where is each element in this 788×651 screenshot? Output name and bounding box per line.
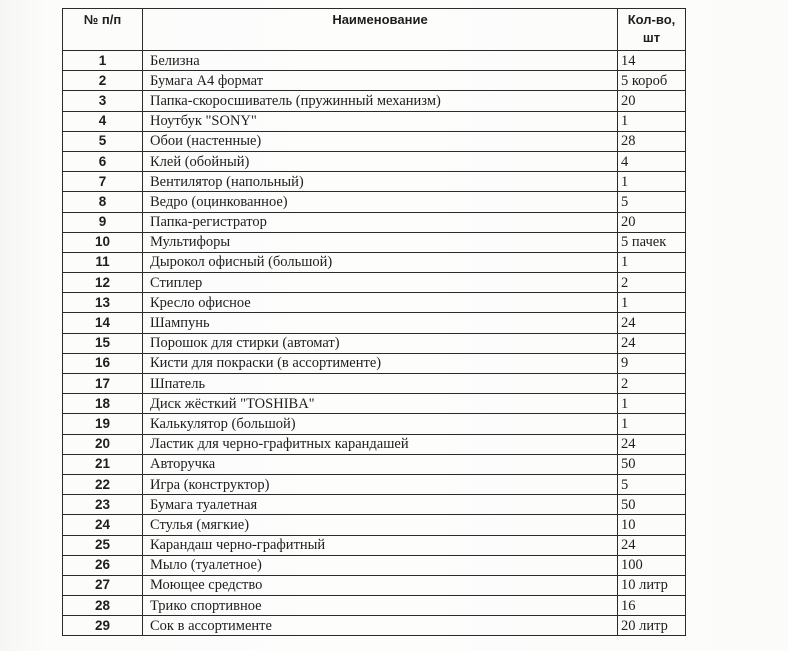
row-number: 7 [63,172,143,192]
row-number: 18 [63,394,143,414]
row-number: 29 [63,616,143,636]
item-name: Бумага А4 формат [143,71,618,91]
table-row [63,212,686,232]
row-number: 15 [63,333,143,353]
item-quantity: 1 [618,172,686,192]
item-name: Трико спортивное [143,596,618,616]
row-number: 12 [63,273,143,293]
row-number: 19 [63,414,143,434]
item-quantity: 10 [618,515,686,535]
row-number: 20 [63,434,143,454]
table-row [63,495,686,515]
row-number: 13 [63,293,143,313]
item-name: Папка-регистратор [143,212,618,232]
item-name: Сок в ассортименте [143,616,618,636]
item-name: Мультифоры [143,232,618,252]
table-row [63,515,686,535]
item-quantity: 24 [618,434,686,454]
table-row [63,273,686,293]
item-name: Вентилятор (напольный) [143,172,618,192]
table-row [63,51,686,71]
row-number: 8 [63,192,143,212]
row-number: 16 [63,353,143,373]
item-quantity: 1 [618,394,686,414]
item-quantity: 1 [618,293,686,313]
item-name: Папка-скоросшиватель (пружинный механизм) [143,91,618,111]
item-name: Моющее средство [143,575,618,595]
item-quantity: 24 [618,333,686,353]
inventory-table [62,8,686,636]
item-quantity: 9 [618,353,686,373]
item-quantity: 2 [618,273,686,293]
table-row [63,111,686,131]
row-number: 14 [63,313,143,333]
item-name: Дырокол офисный (большой) [143,252,618,272]
item-name: Белизна [143,51,618,71]
row-number: 23 [63,495,143,515]
item-name: Авторучка [143,454,618,474]
item-name: Ластик для черно-графитных карандашей [143,434,618,454]
item-quantity: 20 литр [618,616,686,636]
item-name: Порошок для стирки (автомат) [143,333,618,353]
item-name: Карандаш черно-графитный [143,535,618,555]
item-quantity: 100 [618,555,686,575]
row-number: 5 [63,131,143,151]
table-row [63,535,686,555]
table-row [63,353,686,373]
item-name: Шпатель [143,374,618,394]
table-row [63,252,686,272]
table-row [63,454,686,474]
item-name: Игра (конструктор) [143,474,618,494]
item-quantity: 50 [618,454,686,474]
row-number: 1 [63,51,143,71]
row-number: 9 [63,212,143,232]
item-name: Диск жёсткий "TOSHIBA" [143,394,618,414]
row-number: 27 [63,575,143,595]
row-number: 3 [63,91,143,111]
item-quantity: 1 [618,252,686,272]
table-body [63,51,686,636]
row-number: 28 [63,596,143,616]
table-row [63,71,686,91]
item-name: Стулья (мягкие) [143,515,618,535]
row-number: 26 [63,555,143,575]
row-number: 4 [63,111,143,131]
table-row [63,172,686,192]
item-name: Ноутбук "SONY" [143,111,618,131]
row-number: 6 [63,151,143,171]
table-row [63,434,686,454]
table-header-row [63,9,686,51]
row-number: 17 [63,374,143,394]
item-name: Кресло офисное [143,293,618,313]
item-quantity: 5 короб [618,71,686,91]
item-name: Стиплер [143,273,618,293]
table-row [63,575,686,595]
table-row [63,374,686,394]
item-name: Ведро (оцинкованное) [143,192,618,212]
table-row [63,232,686,252]
table-row [63,131,686,151]
item-quantity: 24 [618,535,686,555]
item-quantity: 24 [618,313,686,333]
table-row [63,333,686,353]
row-number: 22 [63,474,143,494]
table-row [63,596,686,616]
item-quantity: 14 [618,51,686,71]
item-quantity: 16 [618,596,686,616]
item-quantity: 5 пачек [618,232,686,252]
item-name: Бумага туалетная [143,495,618,515]
item-quantity: 20 [618,91,686,111]
table-row [63,474,686,494]
row-number: 10 [63,232,143,252]
table-row [63,91,686,111]
item-quantity: 5 [618,192,686,212]
table-row [63,192,686,212]
item-name: Клей (обойный) [143,151,618,171]
row-number: 25 [63,535,143,555]
item-quantity: 1 [618,111,686,131]
table-row [63,313,686,333]
item-quantity: 1 [618,414,686,434]
item-quantity: 28 [618,131,686,151]
item-quantity: 2 [618,374,686,394]
row-number: 21 [63,454,143,474]
row-number: 24 [63,515,143,535]
header-name: Наименование [143,9,618,51]
item-quantity: 5 [618,474,686,494]
item-name: Кисти для покраски (в ассортименте) [143,353,618,373]
item-name: Мыло (туалетное) [143,555,618,575]
row-number: 11 [63,252,143,272]
item-name: Шампунь [143,313,618,333]
table-row [63,414,686,434]
table-row [63,555,686,575]
item-quantity: 20 [618,212,686,232]
item-name: Калькулятор (большой) [143,414,618,434]
item-quantity: 50 [618,495,686,515]
row-number: 2 [63,71,143,91]
item-quantity: 10 литр [618,575,686,595]
header-qty: Кол-во, шт [618,9,686,51]
table-row [63,293,686,313]
table-row [63,394,686,414]
table-row [63,616,686,636]
item-name: Обои (настенные) [143,131,618,151]
table-row [63,151,686,171]
item-quantity: 4 [618,151,686,171]
header-num: № п/п [63,9,143,51]
